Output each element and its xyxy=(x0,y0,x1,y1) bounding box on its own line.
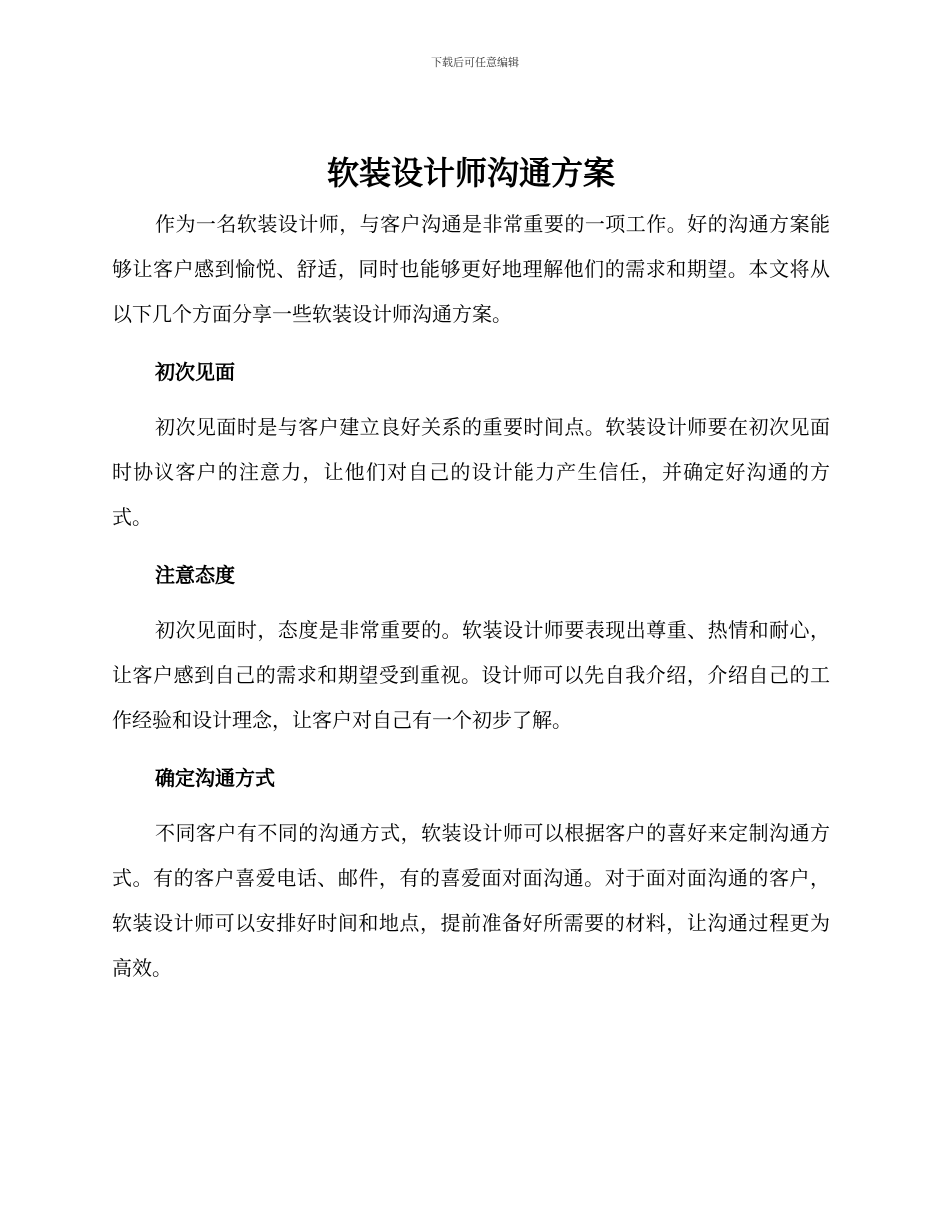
section-heading-attitude: 注意态度 xyxy=(155,563,235,587)
section-heading-communication-method: 确定沟通方式 xyxy=(155,766,275,790)
section-body-first-meeting: 初次见面时是与客户建立良好关系的重要时间点。软装设计师要在初次见面时协议客户的注意力，让他们对自己的设计能力产生信任，并确定好沟通的方式。 xyxy=(112,415,830,529)
document-title: 软装设计师沟通方案 xyxy=(326,154,615,192)
document-body xyxy=(112,150,830,991)
header-note: 下载后可任意编辑 xyxy=(431,56,519,69)
section-body-attitude: 初次见面时，态度是非常重要的。软装设计师要表现出尊重、热情和耐心，让客户感到自己的需求和期望受到重视。设计师可以先自我介绍，介绍自己的工作经验和设计理念，让客户对自己有一个初步了解。 xyxy=(112,618,830,732)
intro-paragraph: 作为一名软装设计师，与客户沟通是非常重要的一项工作。好的沟通方案能够让客户感到愉悦、舒适，同时也能够更好地理解他们的需求和期望。本文将从以下几个方面分享一些软装设计师沟通方案。 xyxy=(112,212,830,326)
section-body-communication-method: 不同客户有不同的沟通方式，软装设计师可以根据客户的喜好来定制沟通方式。有的客户喜爱电话、邮件，有的喜爱面对面沟通。对于面对面沟通的客户，软装设计师可以安排好时间和地点，提前准备好所需要的材料，让沟通过程更为高效。 xyxy=(112,821,830,980)
section-heading-first-meeting: 初次见面 xyxy=(155,360,235,384)
